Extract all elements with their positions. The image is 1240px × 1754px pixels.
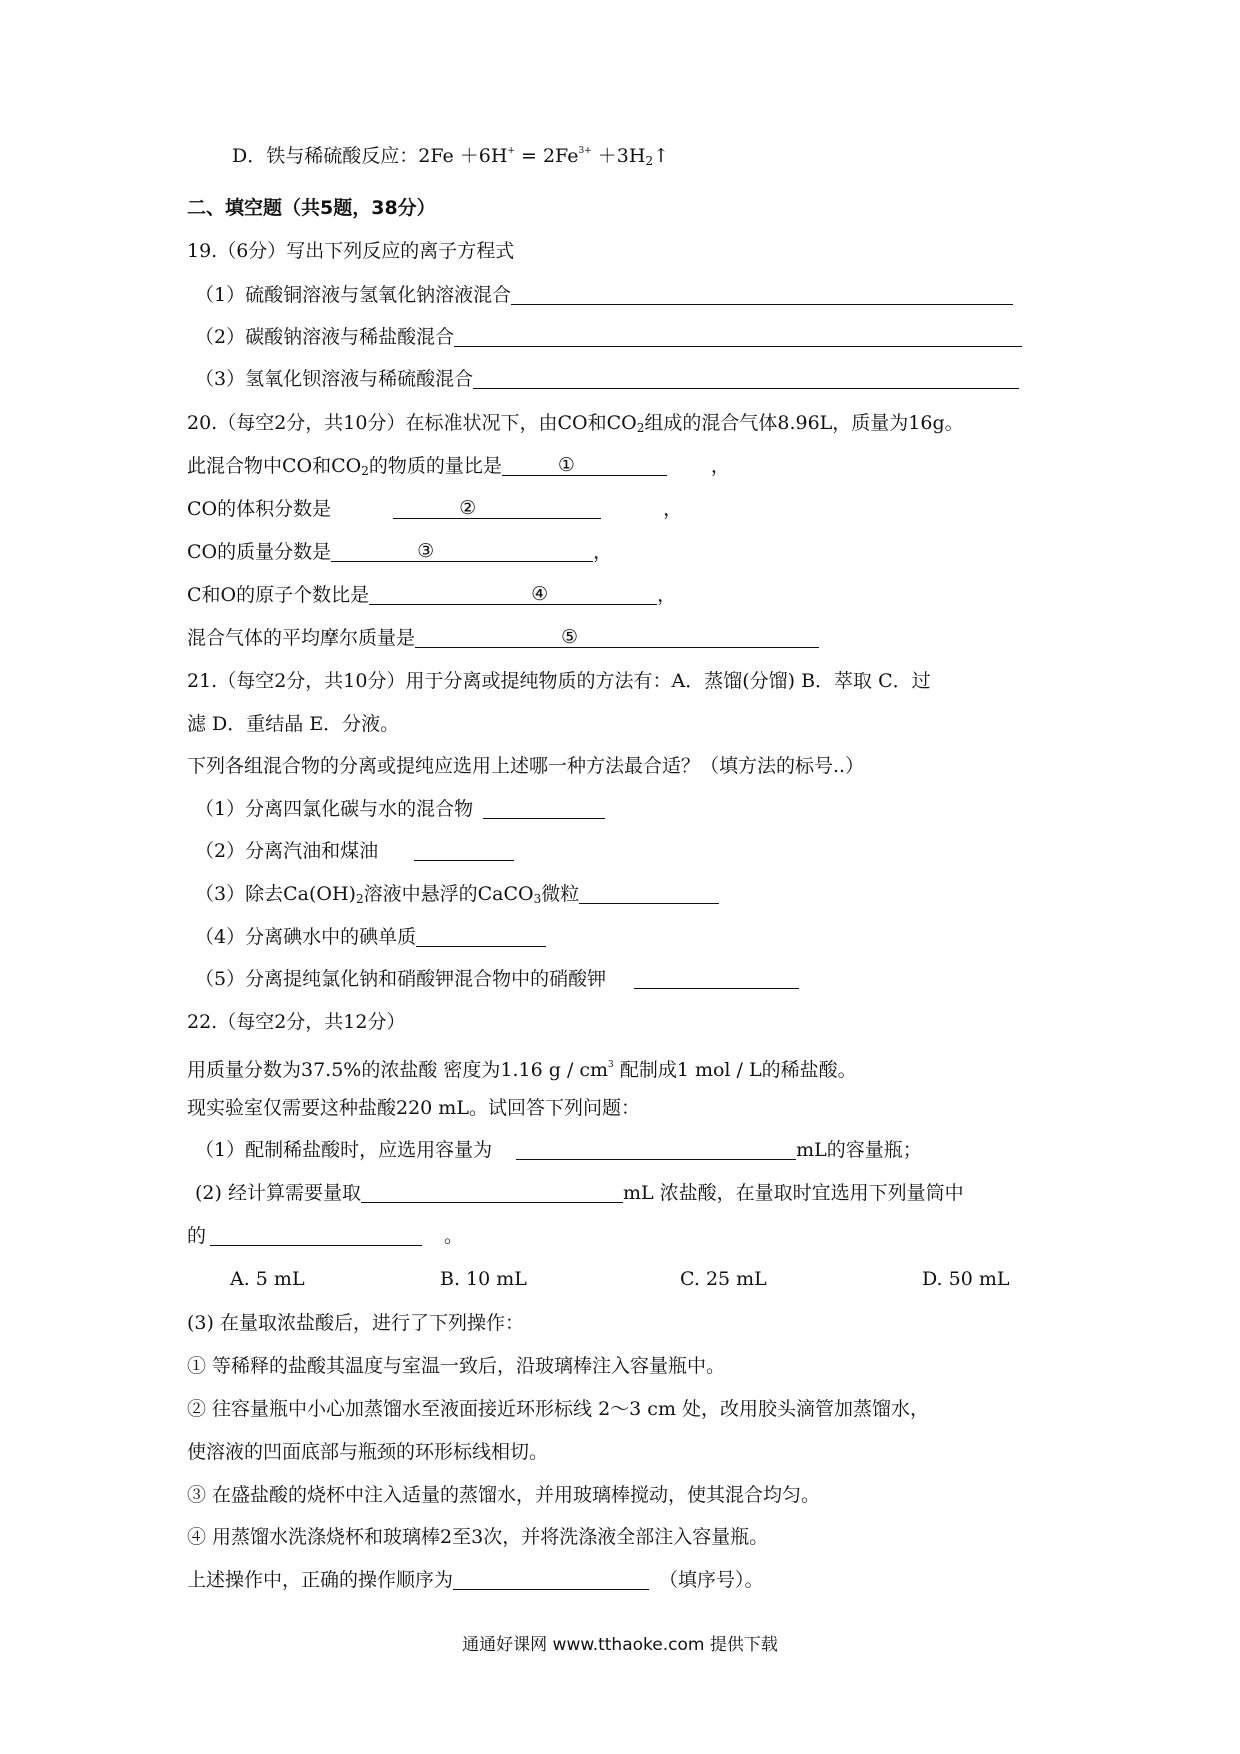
q18d-sup1: + <box>507 146 515 156</box>
blank-marker: ⑤ <box>561 626 579 648</box>
q20-line-1 <box>187 453 730 484</box>
answer-blank-1[interactable] <box>502 455 667 476</box>
q18d-text: D．铁与稀硫酸反应：2Fe ＋6H <box>232 145 508 167</box>
answer-blank[interactable] <box>511 284 1013 305</box>
q21-item-4-text: （4）分离碘水中的碘单质 <box>195 926 417 948</box>
step-1: ① 等稀释的盐酸其温度与室温一致后，沿玻璃棒注入容量瓶中。 <box>187 1355 726 1377</box>
answer-blank[interactable] <box>579 883 719 904</box>
q20-l1-a: 此混合物中CO和CO <box>187 455 362 477</box>
q20-title <box>187 410 964 441</box>
comma: ， <box>657 584 677 606</box>
comma: ， <box>710 455 730 477</box>
q19-item-1-text: （1）硫酸铜溶液与氢氧化钠溶液混合 <box>195 284 512 306</box>
q21-item-5 <box>195 966 799 992</box>
q21-title: 21.（每空2分，共10分）用于分离或提纯物质的方法有：A．蒸馏(分馏) B．萃取 C．过 <box>187 670 931 692</box>
q21-item-1 <box>195 796 605 822</box>
answer-blank[interactable] <box>483 798 605 819</box>
q22-part-2 <box>195 1180 964 1206</box>
q20-l3-text: CO的质量分数是 <box>187 541 332 563</box>
q22-order-a: 上述操作中，正确的操作顺序为 <box>187 1569 454 1591</box>
q22-order <box>187 1567 764 1593</box>
q21-item-3-a: （3）除去Ca(OH) <box>195 883 356 905</box>
q22-p1-b: mL的容量瓶； <box>796 1139 922 1161</box>
answer-blank[interactable] <box>473 368 1019 389</box>
q20-line-5 <box>187 625 819 651</box>
q21-item-3-c: 微粒 <box>541 883 580 905</box>
option-b: B. 10 mL <box>440 1268 527 1290</box>
step-4: ④ 用蒸馏水洗涤烧杯和玻璃棒2至3次，并将洗涤液全部注入容量瓶。 <box>187 1526 769 1548</box>
answer-blank-2[interactable] <box>393 498 601 519</box>
answer-blank[interactable] <box>414 840 514 861</box>
q21-item-2 <box>195 838 514 864</box>
q22-line-2: 现实验室仅需要这种盐酸220 mL。试回答下列问题： <box>187 1097 640 1119</box>
comma: ， <box>663 498 683 520</box>
q19-item-1 <box>195 282 1013 308</box>
q21-ask: 下列各组混合物的分离或提纯应选用上述哪一种方法最合适？（填方法的标号..） <box>187 755 865 777</box>
answer-blank-4[interactable] <box>369 584 657 605</box>
q22-l1-b: 配制成1 mol / L的稀盐酸。 <box>613 1059 857 1081</box>
q20-l1-b: 的物质的量比是 <box>368 455 502 477</box>
q22-line-1 <box>187 1052 857 1083</box>
q22-part-3: (3) 在量取浓盐酸后，进行了下列操作： <box>187 1312 524 1334</box>
q22-title: 22.（每空2分，共12分） <box>187 1011 406 1033</box>
q22-part-2-cont <box>187 1223 463 1249</box>
q21-title-2: 滤 D．重结晶 E．分液。 <box>187 713 400 735</box>
footer: 通通好课网 www.tthaoke.com 提供下载 <box>462 1635 778 1655</box>
answer-blank[interactable] <box>516 1139 796 1160</box>
option-a: A. 5 mL <box>230 1268 305 1290</box>
q21-item-5-text: （5）分离提纯氯化钠和硝酸钾混合物中的硝酸钾 <box>195 968 607 990</box>
answer-blank[interactable] <box>416 926 546 947</box>
q20-title-b: 组成的混合气体8.96L，质量为16g。 <box>644 412 964 434</box>
q18d-tail: ＋3H <box>591 145 646 167</box>
blank-marker: ④ <box>531 583 549 605</box>
q20-l1-sub: 2 <box>361 464 369 478</box>
q18d-arrow: ↑ <box>653 145 669 167</box>
q22-p2-a: (2) 经计算需要量取 <box>195 1182 361 1204</box>
q22-l1-a: 用质量分数为37.5%的浓盐酸 密度为1.16 g / cm <box>187 1059 609 1081</box>
q19-title: 19.（6分）写出下列反应的离子方程式 <box>187 240 515 262</box>
q19-item-3 <box>195 366 1019 392</box>
step-2: ② 往容量瓶中小心加蒸馏水至液面接近环形标线 2～3 cm 处，改用胶头滴管加蒸馏水， <box>187 1398 929 1420</box>
step-3: ③ 在盛盐酸的烧杯中注入适量的蒸馏水，并用玻璃棒搅动，使其混合均匀。 <box>187 1484 821 1506</box>
answer-blank[interactable] <box>453 1569 649 1590</box>
q21-item-3 <box>195 881 719 912</box>
q18-option-d <box>232 138 669 174</box>
q20-line-2 <box>187 496 682 522</box>
q21-item-3-sub2: 3 <box>533 892 542 906</box>
q22-p1-a: （1）配制稀盐酸时，应选用容量为 <box>195 1139 493 1161</box>
q18d-mid: = 2Fe <box>514 145 579 167</box>
q18d-sup2: 3+ <box>578 146 592 156</box>
answer-blank-5[interactable] <box>415 627 819 648</box>
q20-l5-text: 混合气体的平均摩尔质量是 <box>187 627 416 649</box>
q22-p2-b: mL 浓盐酸，在量取时宜选用下列量筒中 <box>622 1182 964 1204</box>
answer-blank[interactable] <box>210 1225 422 1246</box>
q19-item-3-text: （3）氢氧化钡溶液与稀硫酸混合 <box>195 368 474 390</box>
q20-title-a: 20.（每空2分，共10分）在标准状况下，由CO和CO <box>187 412 637 434</box>
q20-title-sub: 2 <box>636 421 645 435</box>
q22-p2-c: 的 <box>187 1225 207 1247</box>
q21-item-4 <box>195 924 546 950</box>
answer-blank[interactable] <box>634 968 799 989</box>
q21-item-3-b: 溶液中悬浮的CaCO <box>363 883 534 905</box>
q20-l2-text: CO的体积分数是 <box>187 498 332 520</box>
q22-p2-d: 。 <box>444 1225 464 1247</box>
q18d-sub: 2 <box>645 154 654 168</box>
q22-l1-sup: 3 <box>608 1060 614 1070</box>
q20-l4-text: C和O的原子个数比是 <box>187 584 370 606</box>
q20-line-3 <box>187 539 612 565</box>
answer-blank-3[interactable] <box>331 541 593 562</box>
section-2-heading: 二、填空题（共5题，38分） <box>187 197 436 219</box>
q21-item-1-text: （1）分离四氯化碳与水的混合物 <box>195 798 474 820</box>
q21-item-3-sub1: 2 <box>355 892 364 906</box>
q21-item-2-text: （2）分离汽油和煤油 <box>195 840 379 862</box>
answer-blank[interactable] <box>361 1182 623 1203</box>
option-d: D. 50 mL <box>922 1268 1010 1290</box>
option-c: C. 25 mL <box>680 1268 767 1290</box>
blank-marker: ② <box>459 497 477 519</box>
q20-line-4 <box>187 582 676 608</box>
q22-order-b: （填序号）。 <box>659 1569 764 1591</box>
step-2-cont: 使溶液的凹面底部与瓶颈的环形标线相切。 <box>187 1441 549 1463</box>
answer-blank[interactable] <box>454 326 1022 347</box>
blank-marker: ③ <box>417 540 435 562</box>
q19-item-2 <box>195 324 1022 350</box>
blank-marker: ① <box>557 454 575 476</box>
q19-item-2-text: （2）碳酸钠溶液与稀盐酸混合 <box>195 326 455 348</box>
comma: ， <box>593 541 613 563</box>
q22-part-1 <box>195 1137 922 1163</box>
